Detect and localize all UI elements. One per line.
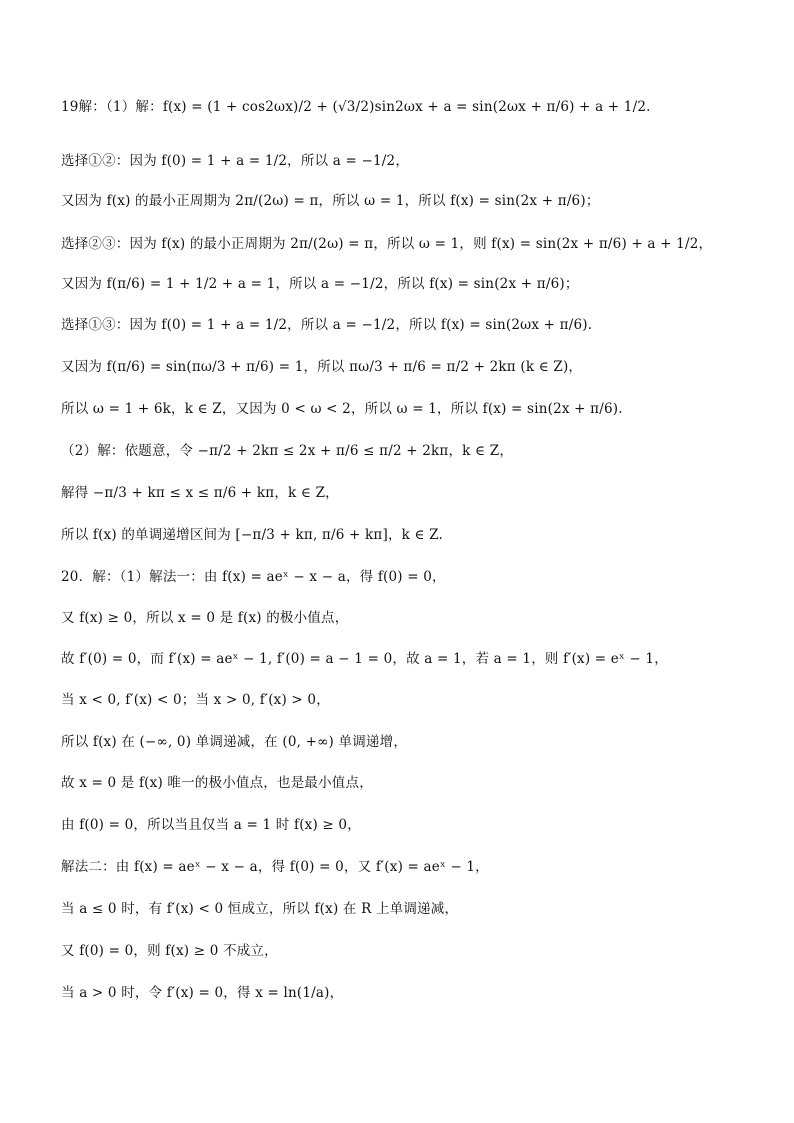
- text-line: 选择①②：因为 f(0) = 1 + a = 1/2，所以 a = −1/2，: [61, 153, 410, 169]
- text-line: 20．解：（1）解法一：由 f(x) = aeˣ − x − a，得 f(0) = 0，: [61, 569, 446, 585]
- text-line: 选择②③：因为 f(x) 的最小正周期为 2π/(2ω) = π，所以 ω = 1，则 f(x) = sin(2x + π/6) + a + 1/2，: [61, 236, 713, 252]
- text-line: 又因为 f(x) 的最小正周期为 2π/(2ω) = π，所以 ω = 1，所以 f(x) = sin(2x + π/6)；: [61, 193, 600, 209]
- text-line: 由 f(0) = 0，所以当且仅当 a = 1 时 f(x) ≥ 0，: [61, 817, 361, 833]
- text-line: 19解：（1）解：f(x) = (1 + cos2ωx)/2 + (√3/2)sin2ωx + a = sin(2ωx + π/6) + a + 1/2.: [61, 99, 651, 115]
- text-line: 又因为 f(π/6) = sin(πω/3 + π/6) = 1，所以 πω/3 + π/6 = π/2 + 2kπ (k ∈ Z)，: [61, 359, 583, 375]
- text-line: 解得 −π/3 + kπ ≤ x ≤ π/6 + kπ，k ∈ Z，: [61, 485, 339, 501]
- text-line: 所以 ω = 1 + 6k，k ∈ Z，又因为 0 < ω < 2，所以 ω = 1，所以 f(x) = sin(2x + π/6).: [61, 401, 623, 417]
- text-line: 当 a > 0 时，令 f′(x) = 0，得 x = ln(1/a)，: [61, 985, 344, 1001]
- text-line: 所以 f(x) 的单调递增区间为 [−π/3 + kπ, π/6 + kπ]，k ∈ Z.: [61, 527, 444, 543]
- text-line: 选择①③：因为 f(0) = 1 + a = 1/2，所以 a = −1/2，所以 f(x) = sin(2ωx + π/6).: [61, 317, 593, 333]
- text-line: （2）解：依题意，令 −π/2 + 2kπ ≤ 2x + π/6 ≤ π/2 + 2kπ，k ∈ Z，: [61, 443, 514, 459]
- text-line: 当 a ≤ 0 时，有 f′(x) < 0 恒成立，所以 f(x) 在 R 上单调递减，: [61, 901, 459, 917]
- text-line: 所以 f(x) 在 (−∞, 0) 单调递减，在 (0, +∞) 单调递增，: [61, 734, 408, 750]
- text-line: 又因为 f(π/6) = 1 + 1/2 + a = 1，所以 a = −1/2，所以 f(x) = sin(2x + π/6)；: [61, 276, 579, 292]
- text-line: 又 f(x) ≥ 0，所以 x = 0 是 f(x) 的极小值点，: [61, 610, 349, 626]
- text-line: 又 f(0) = 0，则 f(x) ≥ 0 不成立，: [61, 943, 278, 959]
- text-line: 故 f′(0) = 0，而 f′(x) = aeˣ − 1, f′(0) = a − 1 = 0，故 a = 1，若 a = 1，则 f′(x) = eˣ − 1，: [61, 651, 668, 667]
- text-line: 解法二：由 f(x) = aeˣ − x − a，得 f(0) = 0，又 f′(x) = aeˣ − 1，: [61, 859, 489, 875]
- text-line: 故 x = 0 是 f(x) 唯一的极小值点，也是最小值点，: [61, 775, 373, 791]
- text-line: 当 x < 0, f′(x) < 0；当 x > 0, f′(x) > 0，: [61, 692, 330, 708]
